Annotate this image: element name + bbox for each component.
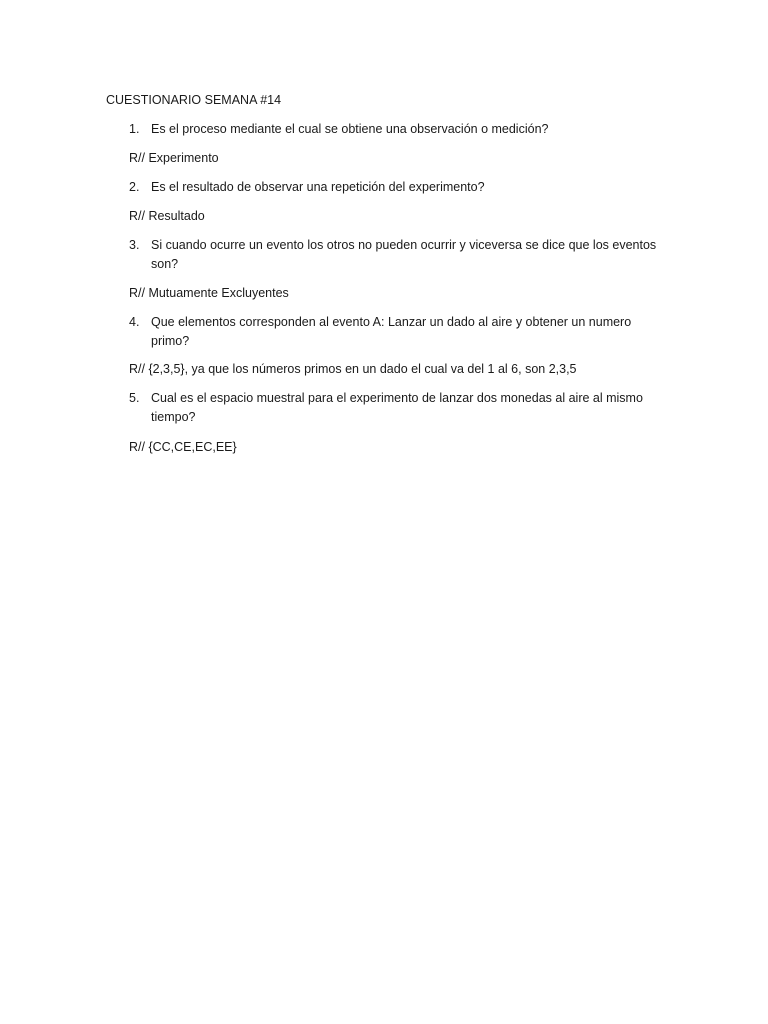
question-text: Es el proceso mediante el cual se obtiene una observación o medición? (151, 122, 549, 136)
question-1 (129, 120, 669, 139)
question-number: 2. (129, 180, 140, 194)
answer-4: R// {2,3,5}, ya que los números primos en un dado el cual va del 1 al 6, son 2,3,5 (129, 362, 577, 376)
question-number: 1. (129, 122, 140, 136)
question-5 (129, 389, 669, 427)
question-text: Si cuando ocurre un evento los otros no pueden ocurrir y viceversa se dice que los eventos son? (151, 238, 657, 271)
answer-3: R// Mutuamente Excluyentes (129, 286, 289, 300)
question-number: 3. (129, 238, 140, 252)
question-text: Cual es el espacio muestral para el experimento de lanzar dos monedas al aire al mismo tiempo? (151, 391, 643, 424)
answer-2: R// Resultado (129, 209, 205, 223)
question-number: 5. (129, 391, 140, 405)
question-text: Que elementos corresponden al evento A: Lanzar un dado al aire y obtener un numero primo? (151, 315, 632, 348)
question-4 (129, 313, 669, 351)
question-number: 4. (129, 315, 140, 329)
question-2 (129, 178, 669, 197)
document-title: CUESTIONARIO SEMANA #14 (106, 93, 282, 107)
question-text: Es el resultado de observar una repetición del experimento? (151, 180, 485, 194)
answer-1: R// Experimento (129, 151, 219, 165)
question-3 (129, 236, 669, 274)
answer-5: R// {CC,CE,EC,EE} (129, 440, 237, 454)
